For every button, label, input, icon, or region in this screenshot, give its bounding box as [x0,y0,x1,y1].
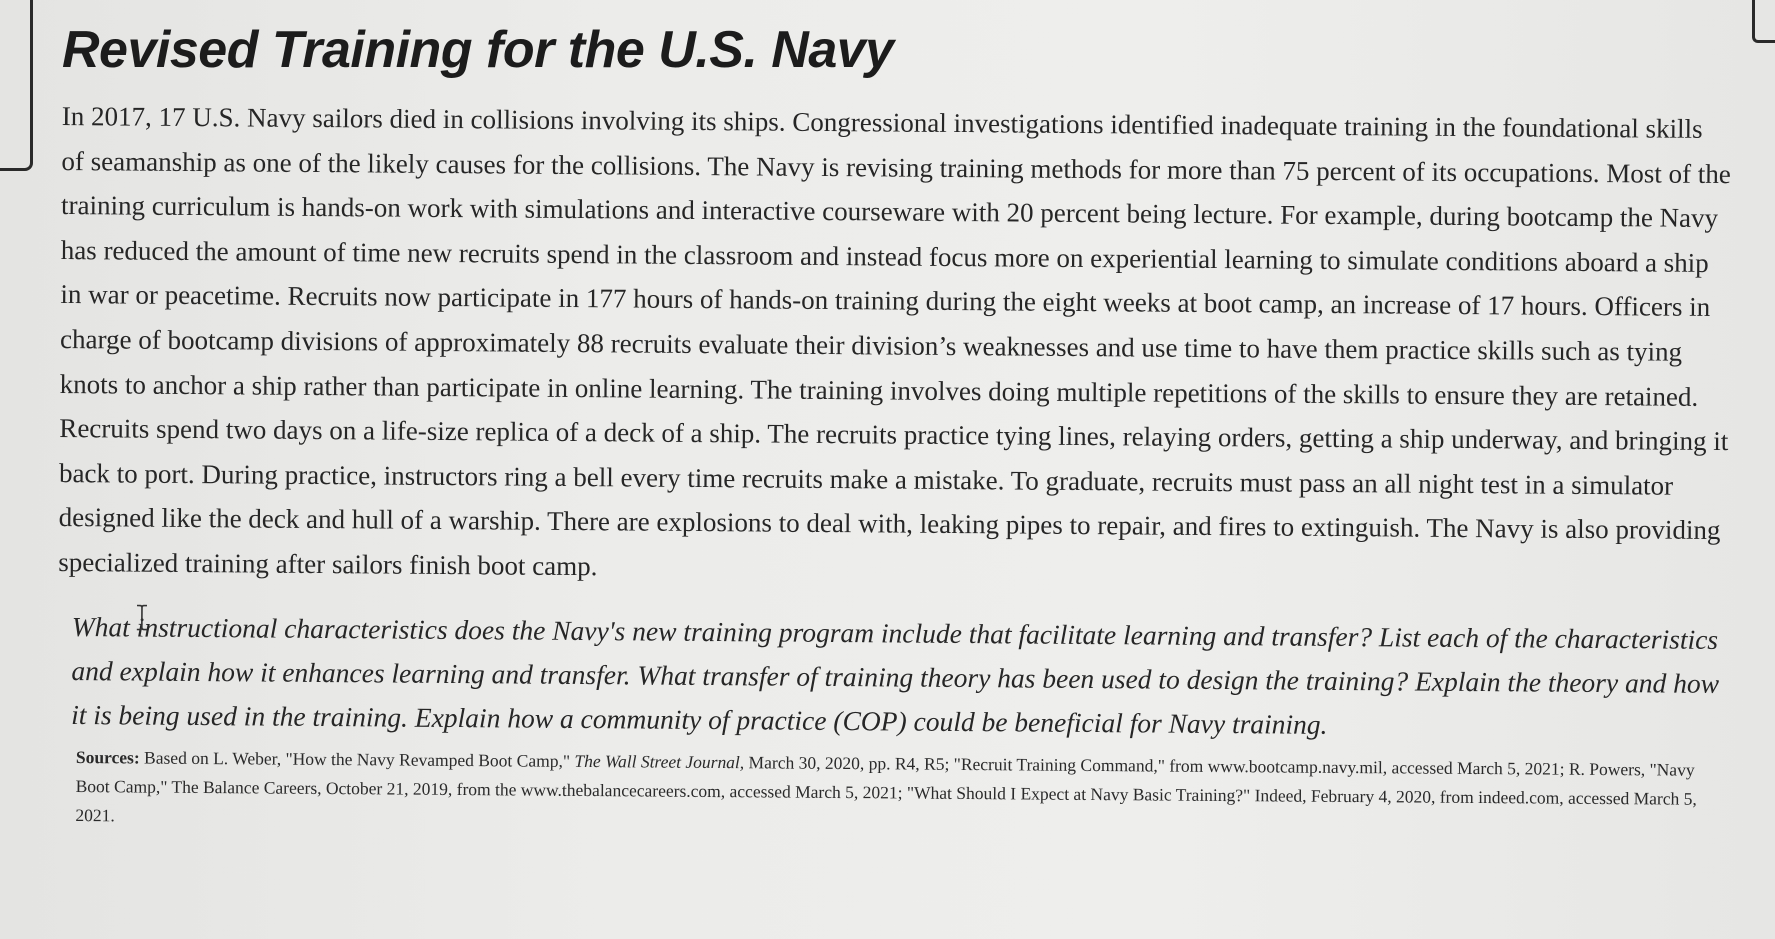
frame-bracket-left [0,0,33,171]
sources-citation [75,743,1716,843]
document-page [58,20,1732,830]
discussion-question-text: What instructional characteristics does the Navy's new training program include that facilitate learning and transfer? List each of the characteristics and explain how it enhances learning and transfer. What transfer of training theory has been used to design the training? Explain the theory and how it is being used in the training. Explain how a community of practice (COP) could be beneficial for Navy training. [71,610,1720,740]
case-body-paragraph: In 2017, 17 U.S. Navy sailors died in collisions involving its ships. Congressional investigations identified inadequate training in the foundational skills of seamanship as one of the likely causes for the collisions. The Navy is revising training methods for more than 75 percent of its occupations. Most of the training curriculum is hands-on work with simulations and interactive courseware with 20 percent being lecture. For example, during bootcamp the Navy has reduced the amount of time new recruits spend in the classroom and instead focus more on experiential learning to simulate conditions aboard a ship in war or peacetime. Recruits now participate in 177 hours of hands-on training during the eight weeks at boot camp, an increase of 17 hours. Officers in charge of bootcamp divisions of approximately 88 recruits evaluate their division’s weaknesses and use time to have them practice skills such as tying knots to anchor a ship rather than participate in online learning. The training involves doing multiple repetitions of the skills to ensure they are retained. Recruits spend two days on a life-size replica of a deck of a ship. The recruits practice tying lines, relaying orders, getting a ship underway, and bringing it back to port. During practice, instructors ring a bell every time recruits make a mistake. To graduate, recruits must pass an all night test in a simulator designed like the deck and hull of a warship. There are explosions to deal with, leaking pipes to repair, and fires to extinguish. The Navy is also providing specialized training after sailors finish boot camp. [58,100,1731,582]
frame-bracket-right [1752,0,1775,43]
sources-text-part-1: Based on L. Weber, "How the Navy Revamped Boot Camp," [139,747,575,771]
sources-text-part-2: March 30, 2020, pp. R4, R5; "Recruit Training Command," from www.bootcamp.navy.mil, accessed March 5, 2021; R. Powers, "Navy Boot Camp," The Balance Careers, October 21, 2019, from the www.thebalancecareers.com, accessed March 5, 2021; "What Should I Expect at Navy Basic Training?" Indeed, February 4, 2020, from indeed.com, accessed March 5, 2021. [75,751,1697,825]
discussion-question [71,605,1732,750]
sources-label: Sources: [75,746,140,768]
page-title: Revised Training for the U.S. Navy [62,21,894,79]
sources-publication: The Wall Street Journal, [574,750,745,772]
